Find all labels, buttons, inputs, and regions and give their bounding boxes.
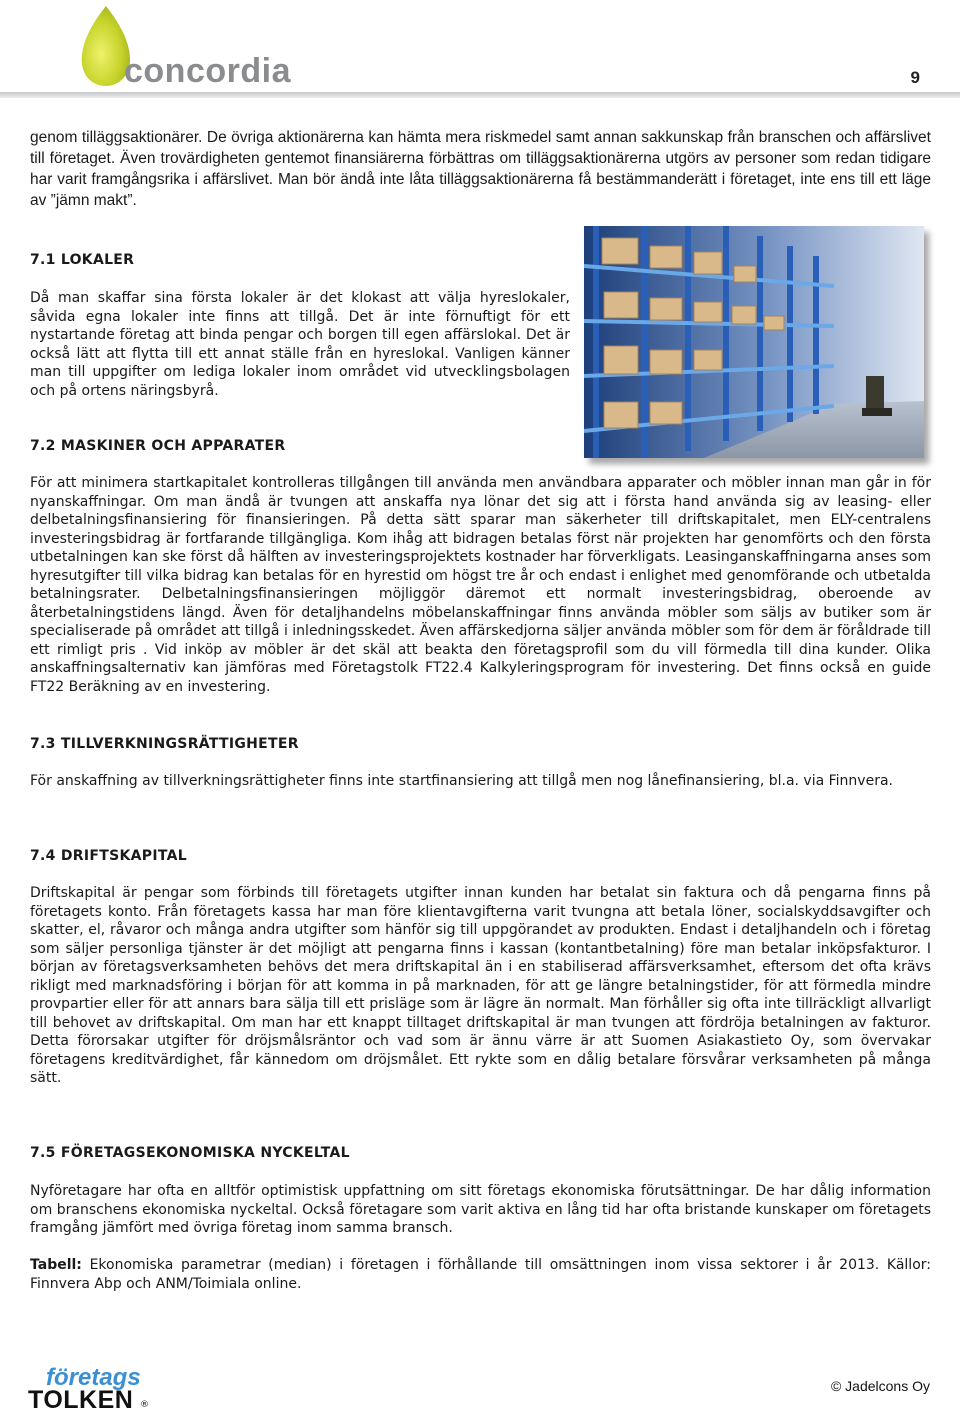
table-caption-text: Ekonomiska parametrar (median) i företagen i förhållande till omsättningen inom vissa sektorer i år 2013. Källor: Finnvera Abp och ANM/Toimiala online.: [30, 1257, 931, 1292]
footer-logo-foretags: företags: [46, 1364, 141, 1391]
table-caption: [30, 1256, 931, 1293]
leaf-icon: [82, 6, 130, 86]
page-number: 9: [910, 68, 920, 87]
section-heading-7-5: 7.5 FÖRETAGSEKONOMISKA NYCKELTAL: [30, 1145, 350, 1161]
table-caption-label: Tabell:: [30, 1257, 82, 1273]
section-text-7-5: Nyföretagare har ofta en alltför optimistisk uppfattning om sitt företags ekonomiska förutsättningar. De har dålig information om branschens ekonomiska nyckeltal. Också företagare som varit aktiva en lång tid har ofta bristande kunskaper om företagets framgång jämfört med övriga företag inom samma bransch.: [30, 1183, 931, 1236]
warehouse-shelves-image: [584, 226, 924, 458]
section-heading-7-4: 7.4 DRIFTSKAPITAL: [30, 848, 187, 864]
section-text-7-2: För att minimera startkapitalet kontrolleras tillgången till använda men användbara apparater och möbler innan man går in för nyanskaffningar. Om man ändå är tvungen att anskaffa nya lönar det sig att i första hand använda sig av leasing- eller delbetalningsfinansiering för finansieringen. På detta sätt sparar man säkerheter till driftskapitalet, men ELY-centralens investeringsbidrag är fortfarande tillgängliga. Kom ihåg att bidragen betalas först när projekten har genomförts och den första utbetalningen kan ske först då hälften av investeringsprojektets kostnader har förverkligats. Leasinganskaffningarna anses som hyresutgifter till vilka bidrag kan betalas för en hyrestid om högst tre år och endast i enlighet med genomförande och utbetalda betalningsrater. Delbetalningsfinansieringen möjliggör däremot ett normalt investeringsbidrag, oberoende av återbetalningstidens längd. Även för detaljhandelns möbelanskaffningar finns använda möbler som säljs av butiker som är specialiserade på området att tillgå i inledningsskedet. Även affärskedjorna säljer använda möbler som för dem är föråldrade till ett rimligt pris . Vid inköp av möbler är det skäl att beakta den företagsprofil som du vill förmedla till dina kunder. Olika anskaffningsalternativ kan jämföras med Företagstolk FT22.4 Kalkyleringsprogram för investering. Det finns också en guide FT22 Beräkning av en investering.: [30, 475, 931, 695]
section-text-7-3: För anskaffning av tillverkningsrättigheter finns inte startfinansiering att tillgå men nog lånefinansiering, bl.a. via Finnvera.: [30, 773, 893, 789]
section-heading-7-1: 7.1 LOKALER: [30, 252, 135, 268]
logo-wordmark: concordia: [124, 52, 291, 90]
section-text-7-1: Då man skaffar sina första lokaler är det klokast att välja hyreslokaler, såvida egna lokaler inte finns att tillgå. Det är inte förnuftigt för ett nystartande företag att binda pengar och borgen till egen affärslokal. Det är också lätt att flytta till ett annat ställe från en hyreslokal. Vanligen känner man till uppgifter om lediga lokaler inom området vid utvecklingsbolagen och på ortens näringsbyrå.: [30, 290, 570, 399]
section-heading-7-2: 7.2 MASKINER OCH APPARATER: [30, 438, 286, 454]
section-heading-7-3: 7.3 TILLVERKNINGSRÄTTIGHETER: [30, 736, 299, 752]
section-text-7-4: Driftskapital är pengar som förbinds till företagets utgifter innan kunden har betalat sin faktura och då pengarna finns på företagets konto. Från företagets kassa har man före klientavgifterna varit tvungna att betala löner, socialskyddsavgifter och skatter, el, råvaror och många andra utgifter som hänför sig till uppgörandet av produkten. Endast i detaljhandeln och i företag som säljer personliga tjänster är det möjligt att pengarna finns i kassan (kontantbetalning) före man betalar inköpsfakturor. I början av företagsverksamheten behövs det mera driftskapital än i en stabiliserad affärsverksamhet, eftersom det ofta krävs rikligt med marknadsföring i början för att komma in på marknaden, för att ge längre betalningstider, för att förmedla mindre provpartier eller för att annars bara sälja till ett prisläge som är lägre än normalt. Man förhåller sig ofta inte tillräckligt allvarligt till behovet av driftskapital. Om man har ett knappt tilltaget driftskapital är man tvungen att fördröja betalningen av fakturor. Detta förorsakar utgifter för dröjsmålsräntor och vad som är ännu värre är att Suomen Asiakastieto Oy, som övervakar företagens kreditvärdighet, får kännedom om dröjsmålet. Ett rykte som en dålig betalare försvårar verksamheten på många sätt.: [30, 885, 931, 1086]
footer-logo-tolken: TOLKEN: [28, 1386, 134, 1414]
intro-paragraph: genom tilläggsaktionärer. De övriga aktionärerna kan hämta mera riskmedel samt annan sakkunskap från branschen och affärslivet till företaget. Även trovärdigheten gentemot finansiärerna förbättras om tilläggsaktionärerna utgörs av personer som redan tidigare har varit framgångsrika i affärslivet. Man bör ändå inte låta tilläggsaktionärerna få bestämmanderätt i företaget, inte ens till ett läge av ”jämn makt”.: [30, 129, 931, 209]
header-divider: [0, 92, 960, 98]
registered-mark: ®: [140, 1400, 149, 1410]
copyright-notice: © Jadelcons Oy: [830, 1378, 930, 1394]
